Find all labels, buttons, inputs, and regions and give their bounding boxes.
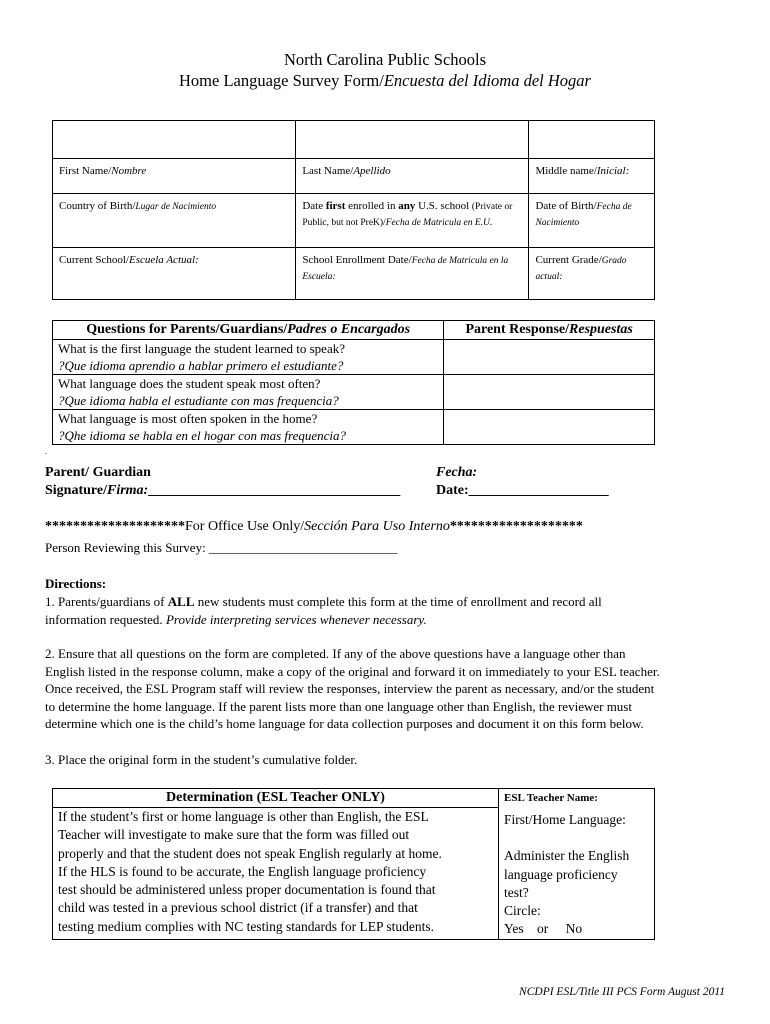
- signature-line[interactable]: Signature/Firma:____________________________________: [45, 483, 401, 498]
- current-grade-label[interactable]: Current Grade/Grado actual:: [529, 248, 655, 300]
- form-title-line1: North Carolina Public Schools: [283, 50, 487, 69]
- enrollment-date-label[interactable]: School Enrollment Date/Fecha de Matricula en la Escuela:: [296, 248, 529, 300]
- reviewer-line[interactable]: Person Reviewing this Survey: _____________________________: [45, 540, 398, 555]
- parent-guardian-label: Parent/ Guardian: [45, 465, 151, 480]
- no-option[interactable]: No: [565, 921, 583, 937]
- question-1: What is the first language the student learned to speak? ?Que idioma aprendio a hablar primero el estudiante?: [53, 340, 444, 375]
- middle-name-label: Middle name/Inicial:: [529, 159, 655, 194]
- current-school-label[interactable]: Current School/Escuela Actual:: [53, 248, 296, 300]
- response-3-field[interactable]: [444, 410, 655, 445]
- esl-teacher-column: ESL Teacher Name: First/Home Language: Administer the English language proficiency test? Circle: Yes or No: [499, 789, 655, 940]
- directions-step-2: 2. Ensure that all questions on the form are completed. If any of the above questions have a language other than English listed in the response column, make a copy of the original and forward it on immediately to your ESL teacher. Once received, the ESL Program staff will review the responses, interview the parent as necessary, and/or the student to determine the home language. If the parent lists more than one language other than English, the reviewer must determine which one is the child’s home language for data collection purposes and document it on this form below.: [45, 646, 660, 731]
- footer-form-id: NCDPI ESL/Title III PCS Form August 2011: [519, 986, 725, 998]
- date-of-birth-label[interactable]: Date of Birth/Fecha de Nacimiento: [529, 194, 655, 248]
- form-title-line2: Home Language Survey Form/Encuesta del Idioma del Hogar: [179, 71, 591, 90]
- date-line[interactable]: Date:____________________: [436, 483, 609, 498]
- country-of-birth-label[interactable]: Country of Birth/Lugar de Nacimiento: [53, 194, 296, 248]
- date-first-enrolled-label[interactable]: Date first enrolled in any U.S. school (Private or Public, but not PreK)/Fecha de Matricula en E.U.: [296, 194, 529, 248]
- office-use-banner: ********************For Office Use Only/Sección Para Uso Interno*******************: [45, 519, 583, 534]
- esl-teacher-name-label[interactable]: ESL Teacher Name:: [504, 792, 598, 804]
- determination-table: [52, 788, 655, 940]
- question-2: What language does the student speak most often? ?Que idioma habla el estudiante con mas frequencia?: [53, 375, 444, 410]
- last-name-label: Last Name/Apellido: [296, 159, 529, 194]
- responses-header: Parent Response/Respuestas: [444, 321, 655, 340]
- middle-name-field[interactable]: [529, 121, 655, 159]
- first-home-language-label[interactable]: First/Home Language:: [504, 812, 626, 827]
- stray-dot: .: [45, 447, 47, 456]
- first-name-field[interactable]: [53, 121, 296, 159]
- fecha-label: Fecha:: [436, 465, 478, 480]
- yes-option[interactable]: Yes: [504, 921, 524, 937]
- directions-step-3: 3. Place the original form in the student’s cumulative folder.: [45, 752, 358, 767]
- questions-header: Questions for Parents/Guardians/Padres o Encargados: [53, 321, 444, 340]
- directions-step-1: 1. Parents/guardians of ALL new students must complete this form at the time of enrollment and record all information requested. Provide interpreting services whenever necessary.: [45, 594, 602, 627]
- directions-heading: Directions:: [45, 576, 107, 591]
- last-name-field[interactable]: [296, 121, 529, 159]
- response-2-field[interactable]: [444, 375, 655, 410]
- student-info-table: [52, 120, 655, 300]
- determination-header: Determination (ESL Teacher ONLY): [53, 789, 499, 808]
- response-1-field[interactable]: [444, 340, 655, 375]
- determination-text: If the student’s first or home language is other than English, the ESL Teacher will investigate to make sure that the form was filled out properly and that the student does not speak English regularly at home. If the HLS is found to be accurate, the English language proficiency test should be administered unless proper documentation is found that child was tested in a previous school district (if a transfer) and that testing medium complies with NC testing standards for LEP students.: [53, 808, 499, 940]
- question-3: What language is most often spoken in the home? ?Qhe idioma se habla en el hogar con mas frequencia?: [53, 410, 444, 445]
- questions-table: [52, 320, 655, 445]
- first-name-label: First Name/Nombre: [53, 159, 296, 194]
